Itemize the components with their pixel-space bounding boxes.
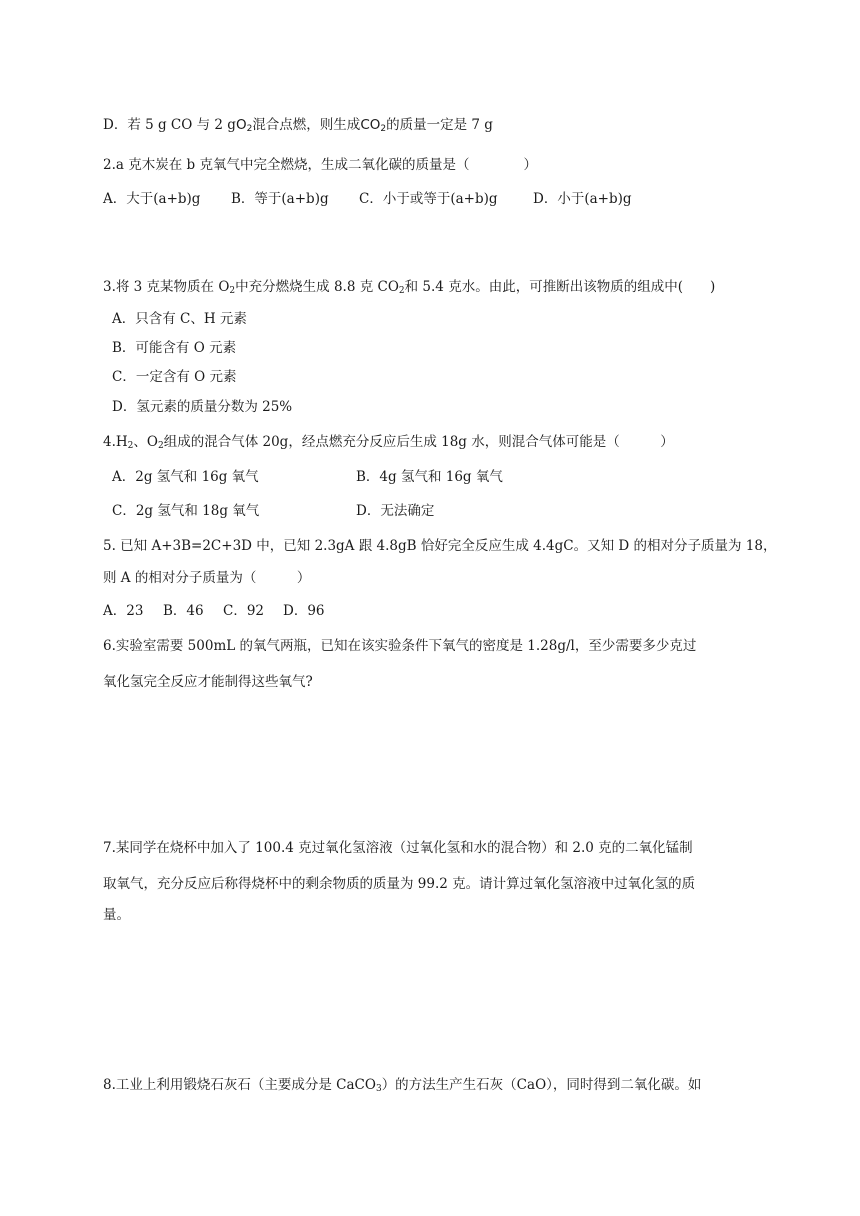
q4-stem-a: 4.H	[103, 434, 128, 450]
q1-d-o2	[236, 117, 252, 133]
q3-sub-b: 2	[398, 286, 405, 296]
q5-option-a: A．23	[103, 603, 144, 619]
o2-subscript: 2	[246, 124, 253, 134]
q6-line2: 氧化氢完全反应才能制得这些氧气?	[103, 674, 313, 690]
q4-sub-b: 2	[157, 441, 164, 451]
q7-line1: 7.某同学在烧杯中加入了 100.4 克过氧化氢溶液（过氧化氢和水的混合物）和 2.0 克的二氧化锰制	[103, 840, 693, 856]
q3-stem-c: 和 5.4 克水。由此，可推断出该物质的组成中( )	[404, 279, 716, 295]
q4-sub-a: 2	[127, 441, 134, 451]
q3-stem-b: 中充分燃烧生成 8.8 克 CO	[235, 279, 399, 295]
o2-symbol: O	[235, 117, 247, 133]
q5-options	[103, 602, 325, 620]
q8-sub: 3	[375, 1084, 382, 1094]
q1-d-prefix: D．若 5 g CO 与 2 g	[103, 117, 236, 133]
q4-stem-b: 、O	[133, 434, 158, 450]
q2-option-d: D．小于(a+b)g	[533, 191, 632, 207]
q3-option-a: A．只含有 C、H 元素	[112, 311, 247, 327]
q3-sub-a: 2	[229, 286, 236, 296]
q7-line2: 取氧气，充分反应后称得烧杯中的剩余物质的质量为 99.2 克。请计算过氧化氢溶液中过氧化氢的质	[103, 876, 696, 892]
q8-line1-b: ）的方法生产生石灰（CaO），同时得到二氧化碳。如	[381, 1077, 702, 1093]
q1-d-co2	[360, 117, 386, 133]
q2-options	[103, 190, 632, 208]
q3-option-d: D．氢元素的质量分数为 25%	[112, 399, 293, 415]
q2-option-b: B．等于(a+b)g	[231, 191, 329, 207]
q6-line1: 6.实验室需要 500mL 的氧气两瓶，已知在该实验条件下氧气的密度是 1.28g/l，至少需要多少克过	[103, 638, 697, 654]
q5-stem-line1: 5. 已知 A+3B=2C+3D 中，已知 2.3gA 跟 4.8gB 恰好完全反应生成 4.4gC。又知 D 的相对分子质量为 18，	[103, 538, 777, 554]
q4-stem-c: 组成的混合气体 20g，经点燃充分反应后生成 18g 水，则混合气体可能是（ ）	[163, 434, 674, 450]
q7-line3: 量。	[103, 907, 130, 923]
q2-option-c: C．小于或等于(a+b)g	[359, 191, 498, 207]
q5-option-d: D．96	[283, 603, 325, 619]
q8-line1-a: 8.工业上利用锻烧石灰石（主要成分是 CaCO	[103, 1077, 376, 1093]
q4-options-row2	[112, 502, 434, 520]
q5-option-c: C．92	[223, 603, 265, 619]
q4-option-c: C．2g 氢气和 18g 氧气	[112, 503, 260, 519]
q3-option-b: B．可能含有 O 元素	[112, 340, 237, 356]
q5-option-b: B．46	[163, 603, 204, 619]
q4-stem	[103, 433, 674, 455]
q4-options-row1	[112, 468, 503, 486]
q8-line1	[103, 1076, 701, 1098]
q1-option-d	[103, 116, 493, 138]
q1-d-mid: 混合点燃，则生成	[252, 117, 361, 133]
q3-option-c: C．一定含有 O 元素	[112, 369, 237, 385]
q2-stem: 2.a 克木炭在 b 克氧气中完全燃烧，生成二氧化碳的质量是（ ）	[103, 157, 537, 173]
q4-option-d: D．无法确定	[356, 503, 435, 519]
co2-subscript: 2	[380, 124, 387, 134]
q1-d-suffix: 的质量一定是 7 g	[386, 117, 493, 133]
q2-option-a: A．大于(a+b)g	[103, 191, 201, 207]
q3-stem	[103, 278, 715, 300]
q3-stem-a: 3.将 3 克某物质在 O	[103, 279, 230, 295]
co2-symbol: CO	[360, 117, 381, 133]
q5-stem-line2: 则 A 的相对分子质量为（ ）	[103, 570, 311, 586]
q4-option-b: B．4g 氢气和 16g 氧气	[356, 469, 503, 485]
q4-option-a: A．2g 氢气和 16g 氧气	[112, 469, 259, 485]
